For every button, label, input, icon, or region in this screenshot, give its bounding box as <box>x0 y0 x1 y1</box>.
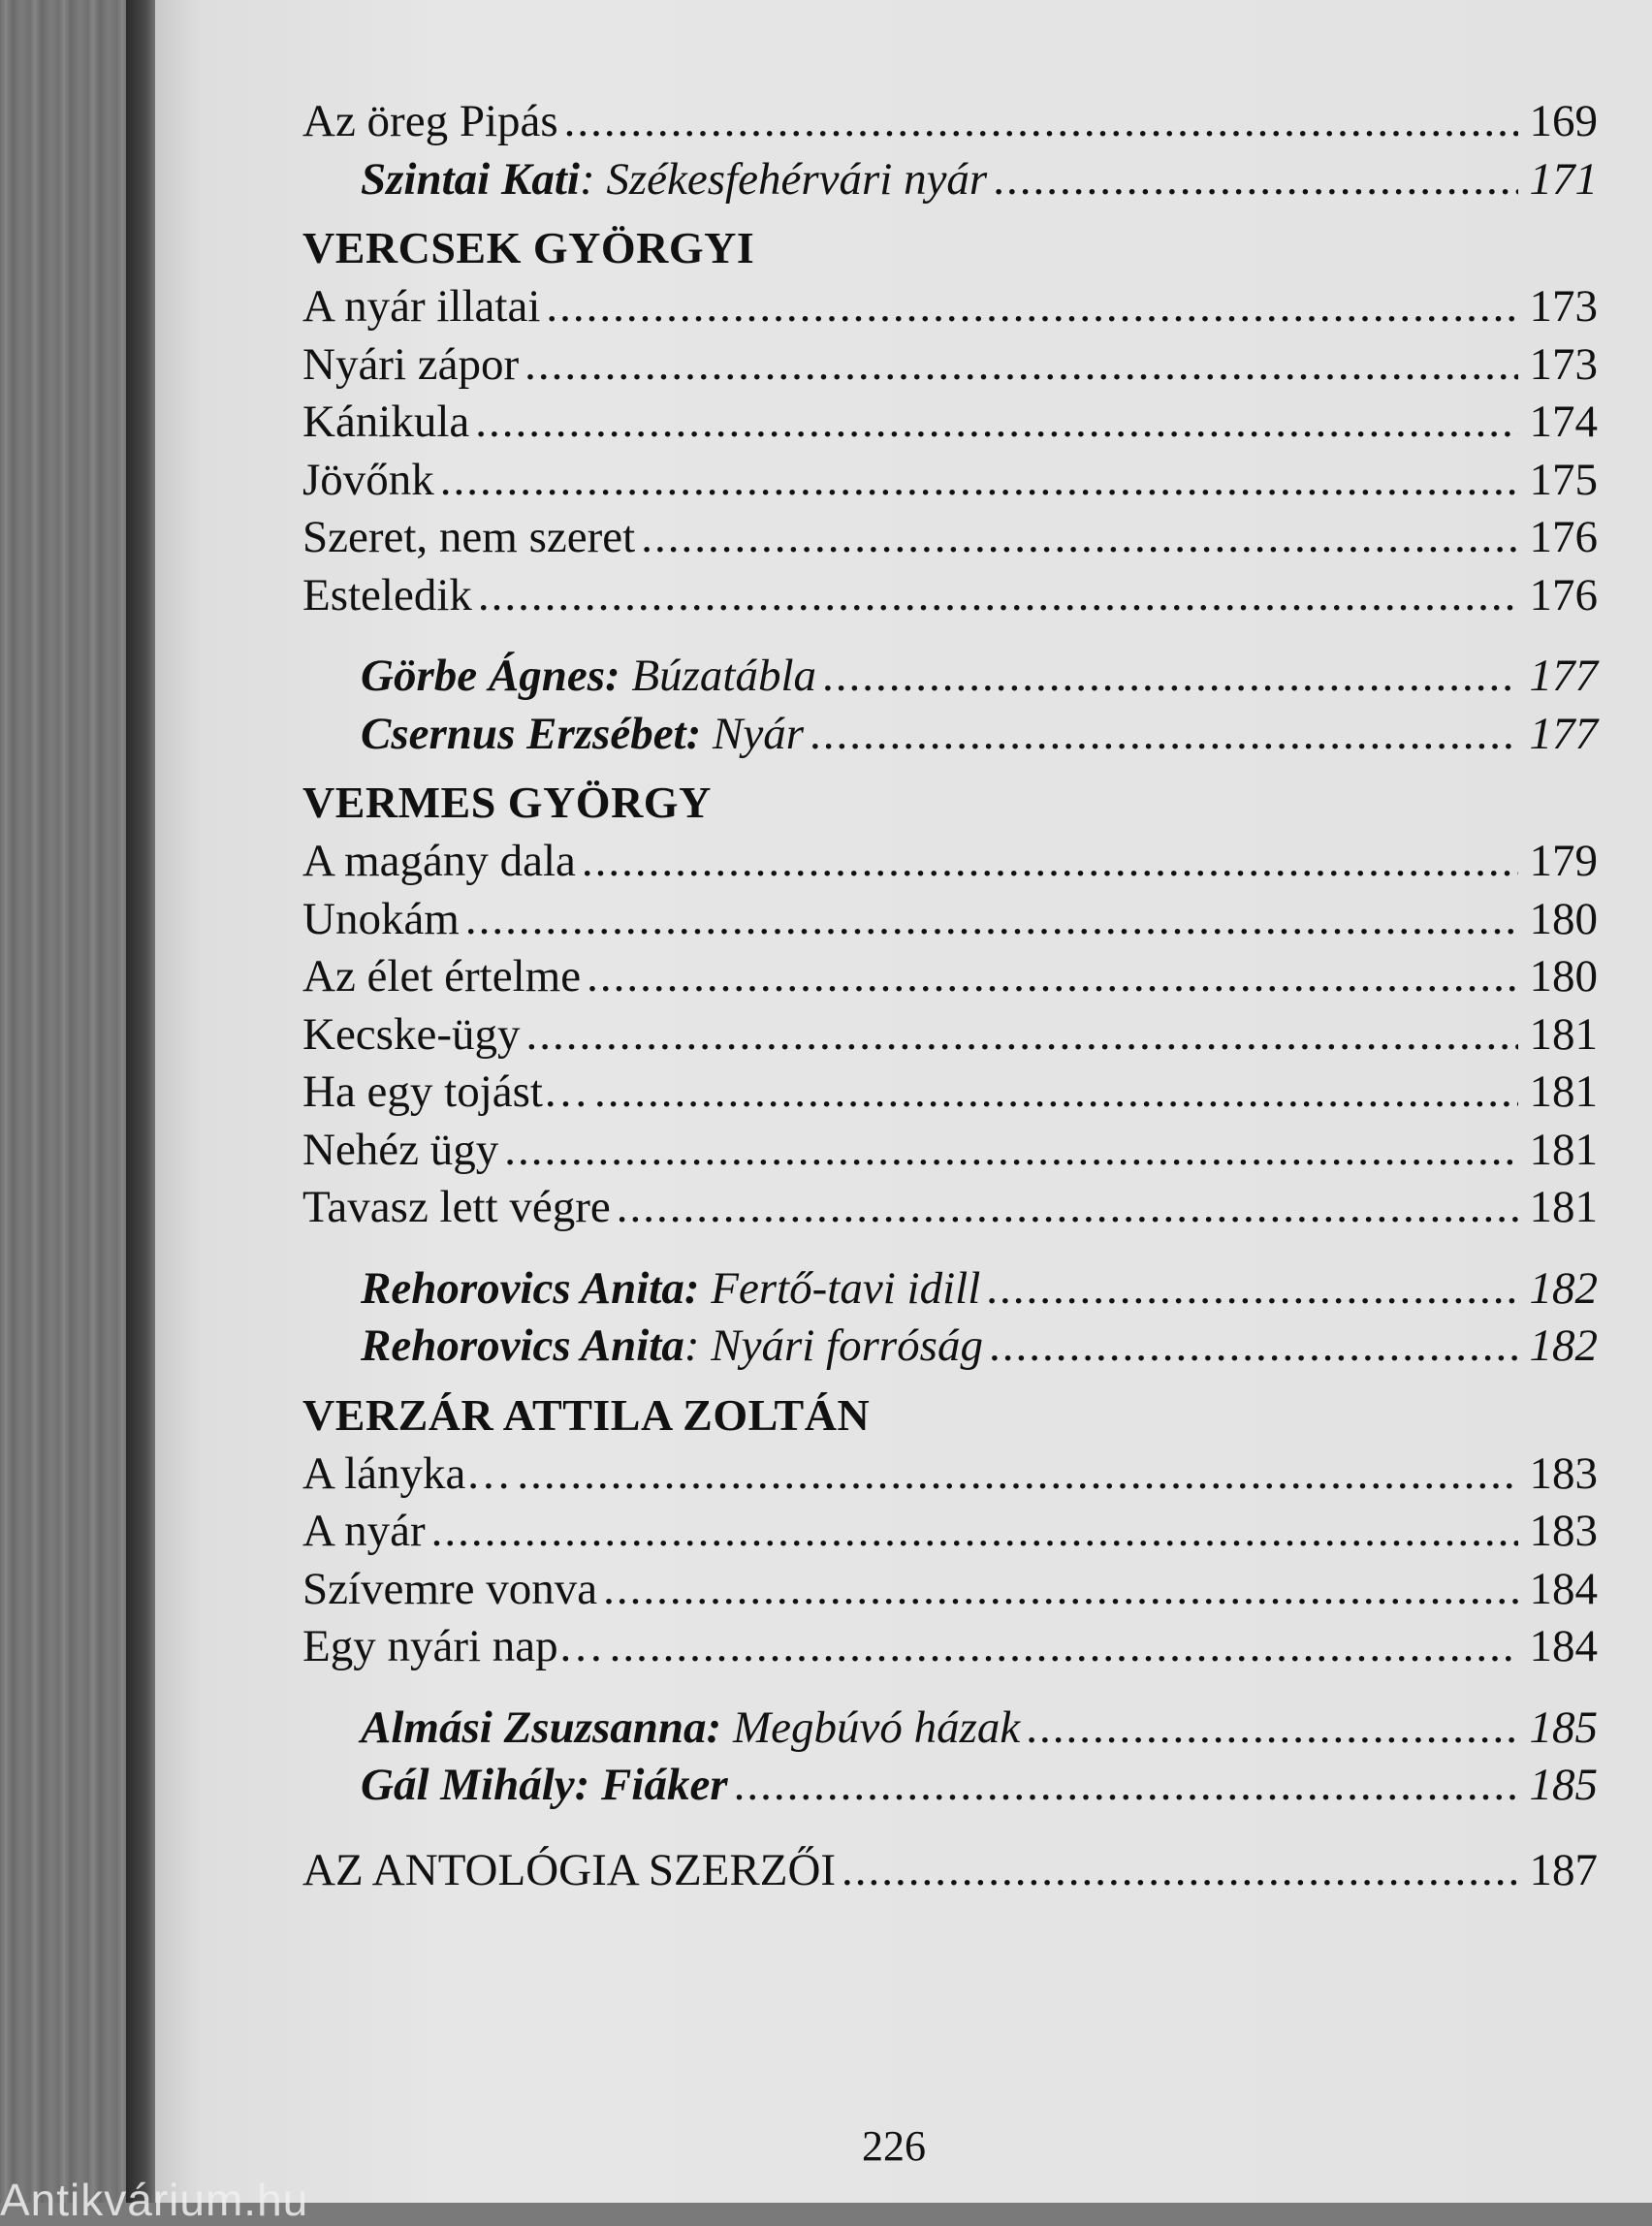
toc-entry-title: Jövőnk <box>302 454 434 505</box>
toc-entry <box>302 833 1598 891</box>
toc-sub-author: Rehorovics Anita <box>361 1320 684 1371</box>
toc-entry-page: 179 <box>1529 836 1598 886</box>
dot-leader <box>504 1122 1518 1180</box>
dot-leader <box>603 1561 1518 1619</box>
toc-entry <box>302 1618 1598 1676</box>
toc-entry <box>302 336 1598 395</box>
toc-entry-page: 185 <box>1529 1701 1598 1753</box>
toc-entry-title: Ha egy tojást… <box>302 1066 588 1117</box>
toc-sub-separator <box>699 1263 711 1314</box>
toc-sub-author: Szintai Kati <box>361 153 580 205</box>
toc-entry <box>302 509 1598 567</box>
toc-entry-title: A nyár illatai <box>302 281 541 332</box>
watermark: Antikvárium.hu <box>0 2175 309 2225</box>
dot-leader <box>517 1446 1518 1504</box>
toc-entry-page: 181 <box>1529 1182 1598 1232</box>
dot-leader <box>610 1618 1518 1676</box>
toc-entry-page: 177 <box>1529 708 1598 759</box>
toc-entry-title: Nyári zápor <box>302 338 520 390</box>
dot-leader <box>440 452 1518 510</box>
toc-sub-title: Megbúvó házak <box>732 1701 1021 1753</box>
toc-entry <box>302 567 1598 625</box>
toc-entry <box>302 1064 1598 1122</box>
dot-leader <box>582 833 1518 891</box>
toc-entry <box>302 452 1598 510</box>
toc-entry-title: A lányka… <box>302 1447 512 1499</box>
toc-entry-page: 187 <box>1529 1844 1598 1895</box>
dot-leader <box>465 891 1518 949</box>
toc-sub-separator <box>721 1702 733 1753</box>
toc-entry <box>302 1503 1598 1561</box>
toc-entry-title: Egy nyári nap… <box>302 1621 604 1671</box>
section-heading: VERZÁR ATTILA ZOLTÁN <box>302 1389 871 1440</box>
toc-entry-title: Esteledik <box>302 569 472 620</box>
toc-entry-title: Az öreg Pipás <box>302 96 558 146</box>
toc-closing-entry <box>302 1842 1598 1900</box>
toc-entry <box>302 93 1598 151</box>
toc-entry-title: AZ ANTOLÓGIA SZERZŐI <box>302 1844 837 1895</box>
toc-sub-entry <box>302 151 1598 209</box>
toc-entry-page: 175 <box>1529 454 1598 505</box>
toc-entry <box>302 1122 1598 1180</box>
toc-entry-page: 177 <box>1529 651 1598 701</box>
toc-entry <box>302 278 1598 336</box>
dot-leader <box>734 1757 1518 1815</box>
toc-sub-entry <box>302 1260 1598 1319</box>
toc-entry-title: Az élet értelme <box>302 951 582 1002</box>
toc-sub-author: Almási Zsuzsanna: <box>361 1701 722 1753</box>
section-heading: VERCSEK GYÖRGYI <box>302 223 755 272</box>
toc-entry-page: 169 <box>1529 96 1598 146</box>
dot-leader <box>986 1260 1518 1319</box>
toc-entry-page: 181 <box>1529 1008 1598 1060</box>
toc-sub-title: Székesfehérvári nyár <box>606 153 988 205</box>
toc-sub-title: Fertő-tavi idill <box>711 1262 981 1314</box>
dot-leader <box>842 1842 1518 1900</box>
toc-entry-page: 171 <box>1529 153 1598 205</box>
toc-sub-separator: : <box>579 153 607 205</box>
toc-sub-author: Rehorovics Anita: <box>361 1262 700 1314</box>
toc-entry-page: 174 <box>1529 397 1598 447</box>
toc-entry <box>302 948 1598 1006</box>
toc-entry <box>302 1446 1598 1504</box>
toc-sub-entry <box>302 706 1598 764</box>
dot-leader <box>641 509 1518 567</box>
toc-entry-page: 176 <box>1529 512 1598 562</box>
dot-leader <box>524 336 1518 395</box>
toc-sub-author: Gál Mihály: Fiáker <box>361 1760 728 1810</box>
toc-entry <box>302 891 1598 949</box>
toc-entry <box>302 1179 1598 1237</box>
toc-entry-title: Unokám <box>302 893 460 944</box>
toc-sub-separator <box>701 709 713 759</box>
toc-sub-author: Görbe Ágnes: <box>361 651 620 701</box>
toc-sub-entry <box>302 648 1598 706</box>
toc-entry-page: 185 <box>1529 1760 1598 1810</box>
dot-leader <box>822 648 1518 706</box>
dot-leader <box>478 567 1518 625</box>
toc-entry-title: Kecske-ügy <box>302 1008 521 1060</box>
page-number: 226 <box>862 2122 926 2170</box>
toc-entry-page: 180 <box>1529 951 1598 1002</box>
table-of-contents <box>302 93 1598 1899</box>
toc-entry-page: 180 <box>1529 893 1598 944</box>
dot-leader <box>525 1006 1518 1065</box>
toc-entry-page: 181 <box>1529 1124 1598 1175</box>
toc-sub-title: Búzatábla <box>631 651 817 701</box>
toc-sub-entry <box>302 1318 1598 1376</box>
toc-entry <box>302 1006 1598 1065</box>
toc-entry-page: 183 <box>1529 1506 1598 1556</box>
toc-entry-title: Szeret, nem szeret <box>302 512 636 562</box>
toc-sub-separator <box>620 651 632 701</box>
dot-leader <box>587 948 1518 1006</box>
toc-entry-title: Szívemre vonva <box>302 1563 598 1614</box>
toc-sub-author: Csernus Erzsébet: <box>361 708 702 759</box>
toc-entry-title: Nehéz ügy <box>302 1124 499 1175</box>
dot-leader <box>546 278 1518 336</box>
dot-leader <box>989 1318 1518 1376</box>
dot-leader <box>564 93 1518 151</box>
toc-entry-page: 183 <box>1529 1447 1598 1499</box>
section-heading: VERMES GYÖRGY <box>302 778 712 827</box>
toc-entry-title: A nyár <box>302 1506 426 1556</box>
toc-entry-page: 181 <box>1529 1066 1598 1117</box>
toc-sub-separator: : <box>683 1320 712 1371</box>
dot-leader <box>431 1503 1518 1561</box>
dot-leader <box>993 151 1518 209</box>
dot-leader <box>810 706 1518 764</box>
dot-leader <box>1026 1700 1518 1758</box>
toc-sub-title: Nyári forróság <box>711 1320 983 1371</box>
dot-leader <box>617 1179 1518 1237</box>
toc-entry-page: 182 <box>1529 1320 1598 1371</box>
toc-sub-entry <box>302 1700 1598 1758</box>
toc-entry <box>302 1561 1598 1619</box>
toc-entry-title: Tavasz lett végre <box>302 1182 611 1232</box>
toc-entry-page: 176 <box>1529 569 1598 620</box>
toc-entry-page: 173 <box>1529 338 1598 390</box>
dot-leader <box>594 1064 1518 1122</box>
toc-entry-page: 173 <box>1529 281 1598 332</box>
toc-entry <box>302 394 1598 452</box>
toc-sub-entry <box>302 1757 1598 1815</box>
toc-entry-title: Kánikula <box>302 397 470 447</box>
toc-entry-page: 182 <box>1529 1262 1598 1314</box>
dot-leader <box>475 394 1518 452</box>
toc-entry-page: 184 <box>1529 1563 1598 1614</box>
toc-sub-title: Nyár <box>713 708 805 759</box>
toc-entry-page: 184 <box>1529 1621 1598 1671</box>
toc-entry-title: A magány dala <box>302 836 576 886</box>
